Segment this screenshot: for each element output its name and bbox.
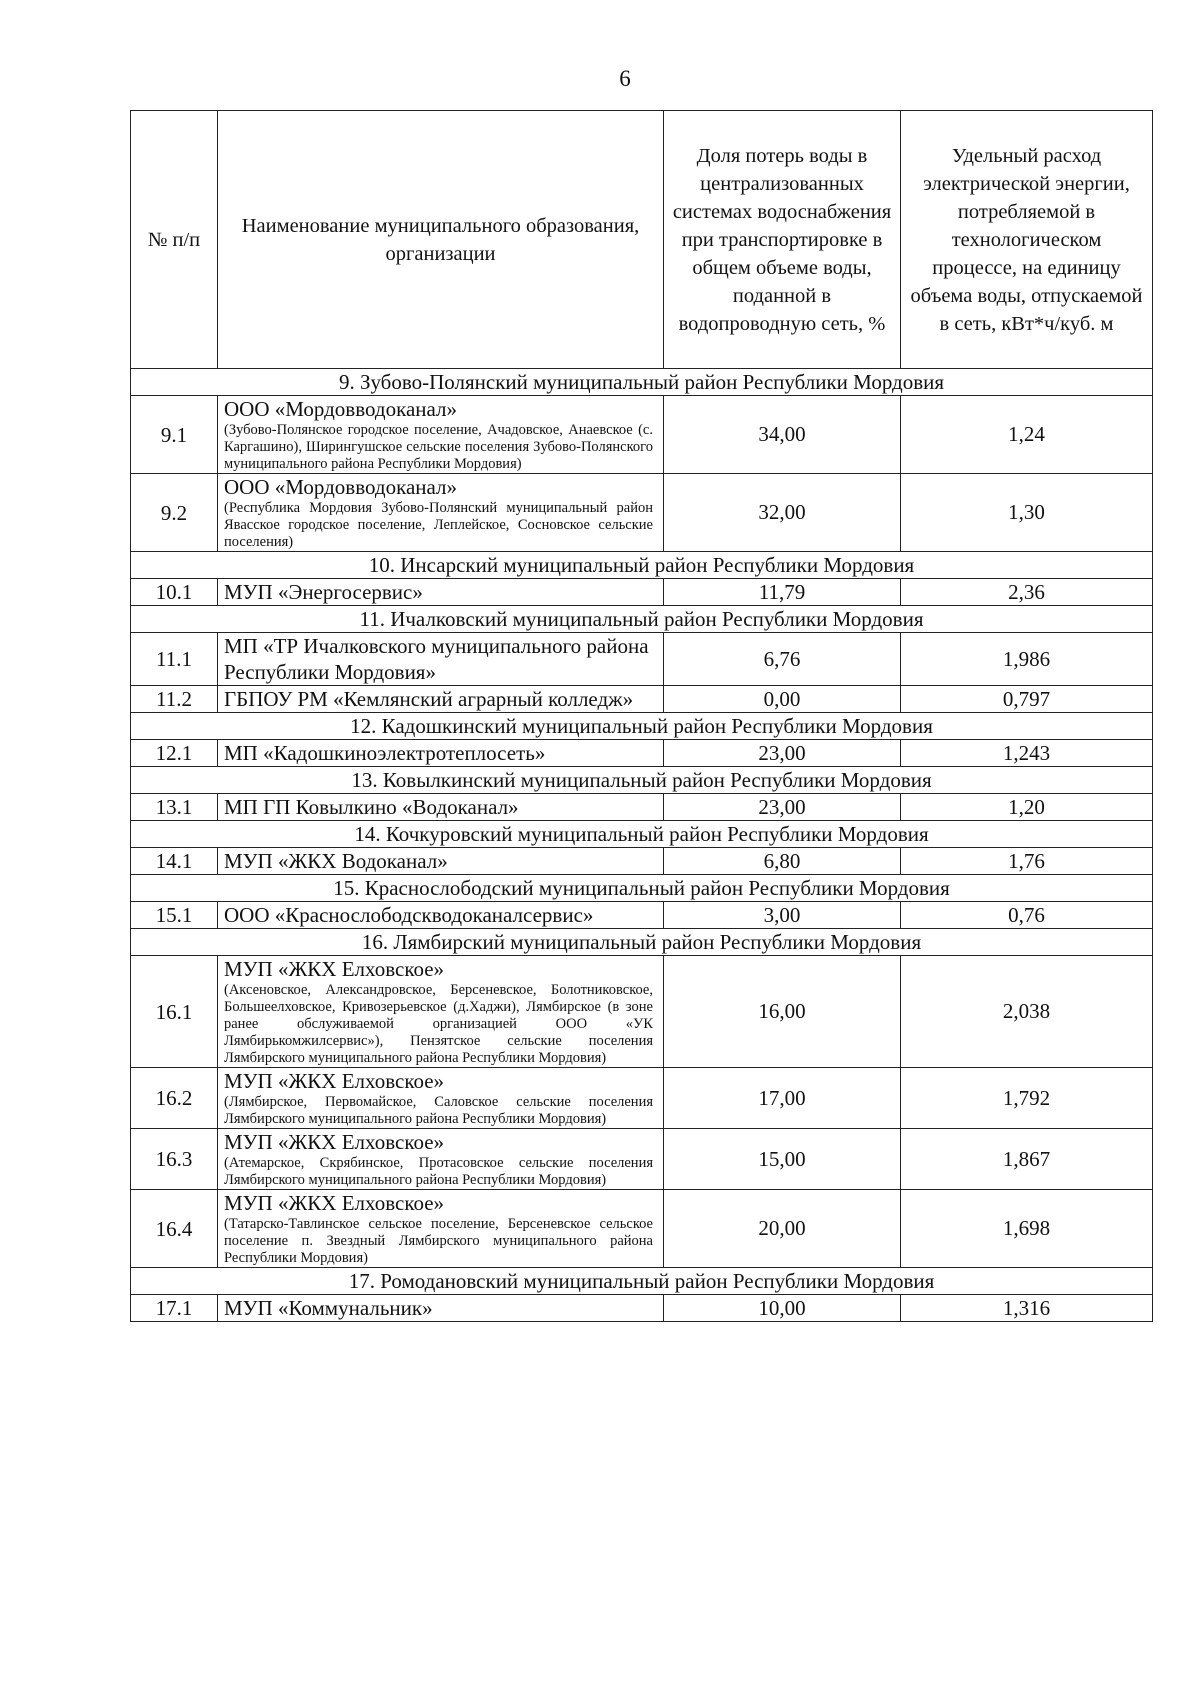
section-row	[131, 875, 1153, 902]
section-row	[131, 1268, 1153, 1295]
table-row	[131, 1068, 1153, 1129]
row-number: 13.1	[131, 794, 218, 821]
page-number: 6	[619, 66, 631, 91]
table-row	[131, 474, 1153, 552]
water-indicators-table	[130, 110, 1153, 1322]
section-title: 10. Инсарский муниципальный район Республики Мордовия	[131, 552, 1153, 579]
water-loss-share-value: 3,00	[664, 902, 901, 929]
organization-cell	[218, 740, 664, 767]
organization-cell	[218, 1068, 664, 1129]
row-number: 16.1	[131, 956, 218, 1068]
organization-cell	[218, 633, 664, 686]
section-title: 14. Кочкуровский муниципальный район Республики Мордовия	[131, 821, 1153, 848]
section-row	[131, 713, 1153, 740]
water-loss-share-value: 6,76	[664, 633, 901, 686]
row-number: 16.3	[131, 1129, 218, 1190]
table-row	[131, 1295, 1153, 1322]
organization-cell	[218, 579, 664, 606]
specific-energy-consumption-value: 1,243	[901, 740, 1153, 767]
specific-energy-consumption-value: 2,36	[901, 579, 1153, 606]
table-header-row	[131, 111, 1153, 369]
row-number: 9.1	[131, 396, 218, 474]
table-row	[131, 579, 1153, 606]
organization-cell	[218, 1129, 664, 1190]
organization-name: МП «ТР Ичалковского муниципального района Республики Мордовия»	[224, 634, 649, 684]
table-row	[131, 396, 1153, 474]
header-number: № п/п	[131, 111, 218, 369]
section-title: 11. Ичалковский муниципальный район Республики Мордовия	[131, 606, 1153, 633]
section-row	[131, 821, 1153, 848]
water-loss-share-value: 17,00	[664, 1068, 901, 1129]
row-number: 16.2	[131, 1068, 218, 1129]
table-row	[131, 686, 1153, 713]
table-row	[131, 956, 1153, 1068]
organization-cell	[218, 474, 664, 552]
organization-name: МУП «ЖКХ Елховское»	[224, 1191, 445, 1215]
section-title: 16. Лямбирский муниципальный район Республики Мордовия	[131, 929, 1153, 956]
organization-cell	[218, 794, 664, 821]
organization-service-area-note: (Лямбирское, Первомайское, Саловское сельские поселения Лямбирского муниципального района Республики Мордовия)	[224, 1094, 653, 1127]
specific-energy-consumption-value: 1,698	[901, 1190, 1153, 1268]
row-number: 17.1	[131, 1295, 218, 1322]
section-row	[131, 369, 1153, 396]
water-loss-share-value: 10,00	[664, 1295, 901, 1322]
water-loss-share-value: 0,00	[664, 686, 901, 713]
row-number: 15.1	[131, 902, 218, 929]
specific-energy-consumption-value: 1,792	[901, 1068, 1153, 1129]
organization-cell	[218, 1295, 664, 1322]
header-organization: Наименование муниципального образования, организации	[218, 111, 664, 369]
row-number: 12.1	[131, 740, 218, 767]
table-row	[131, 1190, 1153, 1268]
organization-name: МУП «Энергосервис»	[224, 580, 423, 604]
specific-energy-consumption-value: 1,76	[901, 848, 1153, 875]
organization-service-area-note: (Республика Мордовия Зубово-Полянский муниципальный район Явасское городское поселение, Леплейское, Сосновское сельские поселения)	[224, 500, 653, 550]
specific-energy-consumption-value: 1,316	[901, 1295, 1153, 1322]
specific-energy-consumption-value: 1,20	[901, 794, 1153, 821]
water-loss-share-value: 34,00	[664, 396, 901, 474]
organization-cell	[218, 686, 664, 713]
row-number: 10.1	[131, 579, 218, 606]
organization-name: МУП «ЖКХ Елховское»	[224, 1069, 445, 1093]
organization-name: ООО «Мордовводоканал»	[224, 397, 457, 421]
section-title: 13. Ковылкинский муниципальный район Республики Мордовия	[131, 767, 1153, 794]
section-title: 15. Краснослободский муниципальный район Республики Мордовия	[131, 875, 1153, 902]
section-title: 17. Ромодановский муниципальный район Республики Мордовия	[131, 1268, 1153, 1295]
row-number: 11.2	[131, 686, 218, 713]
table-body	[131, 369, 1153, 1322]
water-loss-share-value: 23,00	[664, 740, 901, 767]
specific-energy-consumption-value: 1,986	[901, 633, 1153, 686]
row-number: 14.1	[131, 848, 218, 875]
table-row	[131, 1129, 1153, 1190]
specific-energy-consumption-value: 1,30	[901, 474, 1153, 552]
water-loss-share-value: 23,00	[664, 794, 901, 821]
section-row	[131, 552, 1153, 579]
organization-name: ООО «Мордовводоканал»	[224, 475, 457, 499]
organization-cell	[218, 848, 664, 875]
organization-service-area-note: (Аксеновское, Александровское, Берсеневское, Болотниковское, Большеелховское, Кривозерьевское (д.Хаджи), Лямбирское (в зоне ранее обслуживаемой организацией ООО «УК Лямбирькомжилсервис»), Пензятское сельские поселения Лямбирского муниципального района Республики Мордовия)	[224, 982, 653, 1066]
organization-service-area-note: (Атемарское, Скрябинское, Протасовское сельские поселения Лямбирского муниципального района Республики Мордовия)	[224, 1155, 653, 1188]
specific-energy-consumption-value: 1,24	[901, 396, 1153, 474]
organization-name: ГБПОУ РМ «Кемлянский аграрный колледж»	[224, 687, 634, 711]
organization-name: МУП «ЖКХ Елховское»	[224, 957, 445, 981]
organization-service-area-note: (Татарско-Тавлинское сельское поселение, Берсеневское сельское поселение п. Звездный Лямбирского муниципального района Республики Мордовия)	[224, 1216, 653, 1266]
table-row	[131, 848, 1153, 875]
organization-cell	[218, 902, 664, 929]
specific-energy-consumption-value: 1,867	[901, 1129, 1153, 1190]
organization-name: МУП «Коммунальник»	[224, 1296, 433, 1320]
table-row	[131, 633, 1153, 686]
organization-name: МУП «ЖКХ Елховское»	[224, 1130, 445, 1154]
water-loss-share-value: 32,00	[664, 474, 901, 552]
header-water-loss-share: Доля потерь воды в централизованных системах водоснабжения при транспортировке в общем объеме воды, поданной в водопроводную сеть, %	[664, 111, 901, 369]
water-loss-share-value: 11,79	[664, 579, 901, 606]
section-row	[131, 606, 1153, 633]
organization-cell	[218, 956, 664, 1068]
water-loss-share-value: 20,00	[664, 1190, 901, 1268]
section-row	[131, 767, 1153, 794]
section-title: 12. Кадошкинский муниципальный район Республики Мордовия	[131, 713, 1153, 740]
specific-energy-consumption-value: 2,038	[901, 956, 1153, 1068]
water-loss-share-value: 6,80	[664, 848, 901, 875]
section-row	[131, 929, 1153, 956]
organization-name: ООО «Краснослободскводоканалсервис»	[224, 903, 594, 927]
table-row	[131, 794, 1153, 821]
organization-cell	[218, 1190, 664, 1268]
row-number: 16.4	[131, 1190, 218, 1268]
table-row	[131, 740, 1153, 767]
organization-name: МУП «ЖКХ Водоканал»	[224, 849, 448, 873]
organization-name: МП ГП Ковылкино «Водоканал»	[224, 795, 519, 819]
table-row	[131, 902, 1153, 929]
water-loss-share-value: 16,00	[664, 956, 901, 1068]
section-title: 9. Зубово-Полянский муниципальный район Республики Мордовия	[131, 369, 1153, 396]
header-specific-energy-consumption: Удельный расход электрической энергии, потребляемой в технологическом процессе, на единицу объема воды, отпускаемой в сеть, кВт*ч/куб. м	[901, 111, 1153, 369]
row-number: 11.1	[131, 633, 218, 686]
specific-energy-consumption-value: 0,797	[901, 686, 1153, 713]
specific-energy-consumption-value: 0,76	[901, 902, 1153, 929]
organization-name: МП «Кадошкиноэлектротеплосеть»	[224, 741, 546, 765]
row-number: 9.2	[131, 474, 218, 552]
organization-service-area-note: (Зубово-Полянское городское поселение, Ачадовское, Анаевское (с. Каргашино), Ширингушское сельские поселения Зубово-Полянского муниципального района Республики Мордовия)	[224, 422, 653, 472]
water-loss-share-value: 15,00	[664, 1129, 901, 1190]
organization-cell	[218, 396, 664, 474]
